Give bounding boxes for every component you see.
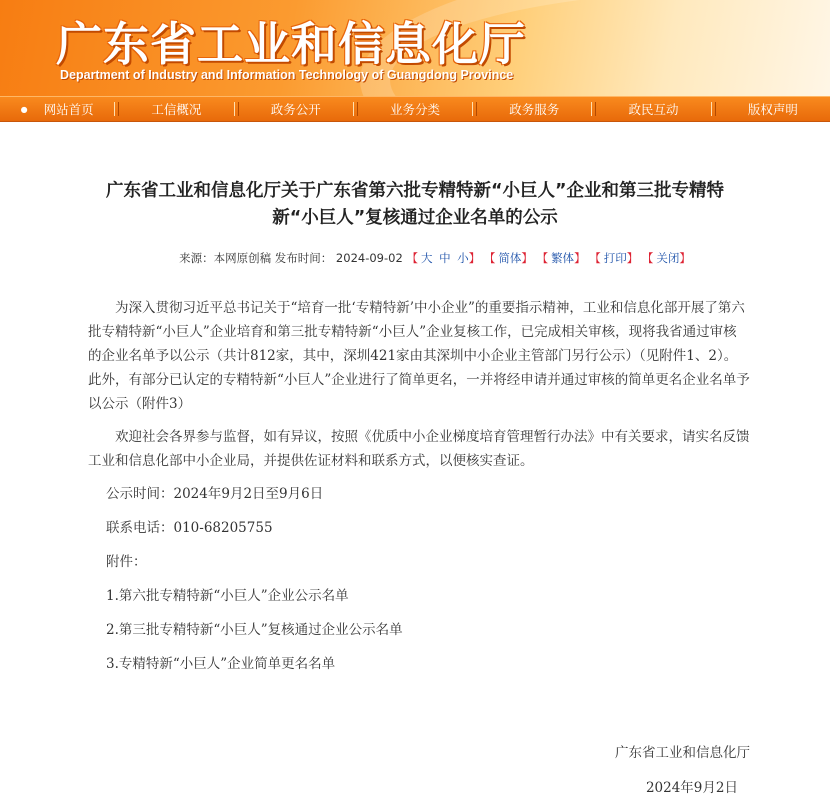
nav-public-affairs[interactable] <box>239 97 353 121</box>
signature-org: 广东省工业和信息化厅 <box>615 745 750 761</box>
attachment-link[interactable]: 2.第三批专精特新“小巨人”复核通过企业公示名单 <box>106 622 403 638</box>
attachments-label: 附件： <box>106 554 147 570</box>
nav-label: 政务公开 <box>270 102 321 117</box>
body-paragraph: 欢迎社会各界参与监督，如有异议，按照《优质中小企业梯度培育管理暂行办法》中有关要求，请实名反馈工业和信息化部中小企业局，并提供佐证材料和联系方式，以便核实查证。 <box>88 429 750 469</box>
bracket: 】 <box>626 251 639 265</box>
bracket: 【 <box>589 251 601 265</box>
publicity-period: 公示时间：2024年9月2日至9月6日 <box>106 486 324 502</box>
print-link[interactable]: 打印 <box>603 251 627 265</box>
nav-business-categories[interactable] <box>358 97 472 121</box>
article-body <box>88 296 750 676</box>
font-size-small-link[interactable]: 小 <box>457 251 469 265</box>
bracket: 】 <box>521 251 533 265</box>
font-size-large-link[interactable]: 大 <box>420 251 433 265</box>
attachment-link[interactable]: 3.专精特新“小巨人”企业简单更名名单 <box>106 656 336 672</box>
simplified-link[interactable]: 简体 <box>498 251 522 265</box>
nav-copyright[interactable] <box>716 97 830 121</box>
nav-label: 版权声明 <box>747 102 798 117</box>
site-header <box>0 0 830 96</box>
nav-home[interactable] <box>0 97 114 121</box>
bracket: 【 <box>641 251 654 265</box>
site-title: 广东省工业和信息化厅 <box>56 17 526 71</box>
nav-label: 政民互动 <box>628 102 679 117</box>
site-subtitle: Department of Industry and Information Technology of Guangdong Province <box>60 68 514 82</box>
signature-date: 2024年9月2日 <box>645 780 738 796</box>
article <box>0 178 830 796</box>
nav-overview[interactable] <box>119 97 233 121</box>
nav-services[interactable] <box>477 97 591 121</box>
bracket: 【 <box>483 251 496 265</box>
traditional-link[interactable]: 繁体 <box>551 251 575 265</box>
bullet-icon: ● <box>20 104 28 114</box>
bracket: 【 <box>406 251 418 265</box>
nav-label: 网站首页 <box>43 102 94 117</box>
bracket: 】 <box>679 251 691 265</box>
nav-label: 政务服务 <box>509 102 560 117</box>
font-size-medium-link[interactable]: 中 <box>439 251 451 265</box>
nav-label: 工信概况 <box>151 102 202 117</box>
attachment-link[interactable]: 1.第六批专精特新“小巨人”企业公示名单 <box>106 588 349 604</box>
body-paragraph: 为深入贯彻习近平总书记关于“培育一批‘专精特新’中小企业”的重要指示精神，工业和信息化部开展了第六批专精特新“小巨人”企业培育和第三批专精特新“小巨人”企业复核工作，已完成相关审核，现将我省通过审核的企业名单予以公示（共计812家，其中，深圳421家由其深圳中小企业主管部门另行公示）（见附件1、2）。此外，有部分已认定的专精特新“小巨人”企业进行了简单更名，一并将经申请并通过审核的简单更名企业名单予以公示（附件3） <box>88 300 750 412</box>
main-nav <box>0 96 830 122</box>
bracket: 】 <box>574 251 586 265</box>
article-meta <box>0 250 830 266</box>
article-title-line: 广东省工业和信息化厅关于广东省第六批专精特新“小巨人”企业和第三批专精特 <box>105 181 724 201</box>
close-link[interactable]: 关闭 <box>656 251 680 265</box>
bracket: 【 <box>536 251 549 265</box>
article-title-line: 新“小巨人”复核通过企业名单的公示 <box>272 208 558 228</box>
source-and-date: 来源：本网原创稿 发布时间： 2024-09-02 <box>179 251 403 265</box>
contact-phone: 联系电话：010-68205755 <box>106 520 273 536</box>
nav-label: 业务分类 <box>389 102 440 117</box>
nav-interaction[interactable] <box>596 97 710 121</box>
bracket: 】 <box>468 251 481 265</box>
article-title <box>70 178 760 232</box>
